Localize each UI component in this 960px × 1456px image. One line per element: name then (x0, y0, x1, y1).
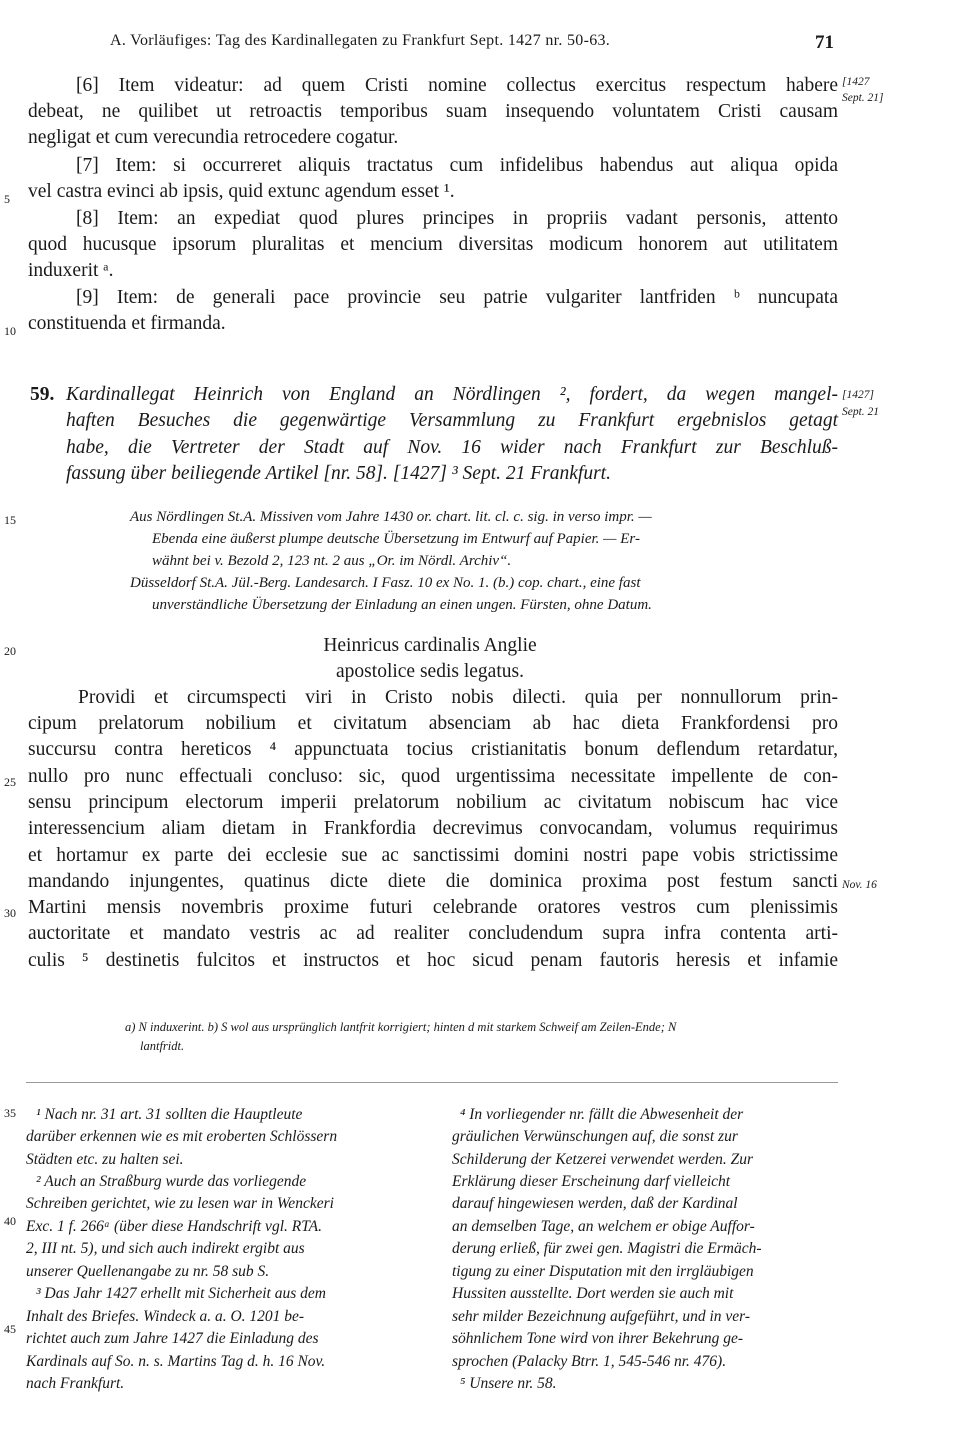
letter-line: auctoritate et mandato vestris ac ad realiter concludendum supra infra contenta arti- (28, 923, 838, 944)
letter-salutation: Providi et circumspecti viri in Cristo nobis dilecti. quia per nonnullorum prin- (78, 687, 838, 708)
line-number: 20 (4, 644, 16, 658)
item-line: [9] Item: de generali pace provincie seu patrie vulgariter lantfriden ᵇ nuncupata (76, 287, 838, 308)
line-number: 40 (4, 1214, 16, 1228)
footnote-line: darüber erkennen wie es mit eroberten Schlössern (26, 1128, 338, 1145)
regest-line: habe, die Vertreter der Stadt auf Nov. 16 wider nach Frankfurt zur Beschluß- (66, 437, 838, 458)
footnote-line: an demselben Tage, an welchem er obige Auffor- (452, 1218, 755, 1235)
line-number: 10 (4, 324, 16, 338)
item-line: [7] Item: si occurreret aliquis tractatus cum infidelibus habendus aut aliqua opida (76, 155, 838, 176)
letter-line: et hortamur ex parte dei ecclesie sue ac sanctissimi domini nostri pape vobis strictissime (28, 845, 838, 866)
letter-line: nullo pro nunc effectuali concluso: sic, quod urgentissima necessitate impellente de con- (28, 766, 838, 787)
footnote-line: ³ Das Jahr 1427 erhellt mit Sicherheit aus dem (36, 1285, 326, 1302)
footnote-line: Kardinals auf So. n. s. Martins Tag d. h. 16 Nov. (26, 1353, 326, 1370)
margin-date-1b: Sept. 21] (842, 92, 884, 104)
document-number: 59. (30, 384, 55, 405)
source-line: Aus Nördlingen St.A. Missiven vom Jahre 1430 or. chart. lit. cl. c. sig. in verso impr. — (130, 509, 652, 525)
running-title: A. Vorläufiges: Tag des Kardinallegaten zu Frankfurt Sept. 1427 nr. 50-63. (110, 32, 611, 49)
item-line: quod hucusque ipsorum pluralitas et mencium diversitas modicum honorem aut utilitatem (28, 234, 838, 255)
source-line: Ebenda eine äußerst plumpe deutsche Übersetzung im Entwurf auf Papier. — Er- (152, 531, 640, 547)
letter-line: culis ⁵ destinetis fulcitos et instructos et hoc sicud penam fautoris heresis et infamie (28, 950, 838, 971)
footnote-line: Erklärung dieser Erscheinung darf vielleicht (452, 1173, 731, 1190)
regest-line: fassung über beiliegende Artikel [nr. 58]. [1427] ³ Sept. 21 Frankfurt. (66, 463, 611, 484)
footnote-line: sehr milder Bezeichnung aufgeführt, und in ver- (452, 1308, 751, 1325)
footnote-line: richtet auch zum Jahre 1427 die Einladung des (26, 1330, 319, 1347)
margin-date-2: [1427] (842, 389, 874, 401)
footnote-line: nach Frankfurt. (26, 1375, 125, 1392)
footnote-line: Schreiben gerichtet, wie zu lesen war in Wenckeri (26, 1195, 334, 1212)
footnote-line: sprochen (Palacky Btrr. 1, 545-546 nr. 476). (452, 1353, 727, 1370)
footnote-line: darauf hingewiesen werden, daß der Kardinal (452, 1195, 738, 1212)
regest-line: haften Besuches die gegenwärtige Versammlung zu Frankfurt ergebnislos getagt (66, 410, 838, 431)
letter-line: mandando injungentes, quatinus dicte diete die dominica proxima post festum sancti (28, 871, 838, 892)
letter-line: Martini mensis novembris proxime futuri celebrande oratores vestros cum plenissimis (28, 897, 838, 918)
letter-line: interessencium aliam dietam in Frankfordia decrevimus convocandam, volumus requirimus (28, 818, 838, 839)
footnote-line: Exc. 1 f. 266ᵃ (über diese Handschrift vgl. RTA. (26, 1218, 323, 1235)
source-line: unverständliche Übersetzung der Einladung an einen ungen. Fürsten, ohne Datum. (152, 597, 652, 613)
footnote-line: derung erließ, für zwei gen. Magistri die Ermäch- (452, 1240, 762, 1257)
footnote-line: Städten etc. zu halten sei. (26, 1151, 184, 1168)
item-line: debeat, ne quilibet ut retroactis temporibus suam insequendo voluntatem Cristi causam (28, 101, 838, 122)
line-number: 15 (4, 513, 16, 527)
item-line: constituenda et firmanda. (28, 313, 226, 334)
letter-sender-title: apostolice sedis legatus. (336, 661, 524, 682)
letter-line: cipum prelatorum nobilium et civitatum absenciam ab hac dieta Frankfordensi pro (28, 713, 838, 734)
letter-line: succursu contra hereticos ⁴ appunctuata tocius cristianitatis bonum deflendum retardatur, (28, 739, 838, 760)
item-line: [6] Item videatur: ad quem Cristi nomine collectus exercitus respectum habere (76, 75, 838, 96)
footnote-line: Hussiten ausstellte. Dort werden sie auch mit (452, 1285, 734, 1302)
footnote-line: ² Auch an Straßburg wurde das vorliegende (36, 1173, 307, 1190)
source-line: Düsseldorf St.A. Jül.-Berg. Landesarch. I Fasz. 10 ex No. 1. (b.) cop. chart., eine fast (130, 575, 641, 591)
page-number: 71 (815, 32, 834, 53)
apparatus-line: a) N induxerint. b) S wol aus ursprünglich lantfrit korrigiert; hinten d mit starkem Schweif am Zeilen-Ende; N (125, 1020, 677, 1034)
item-line: induxerit ᵃ. (28, 260, 114, 281)
line-number: 45 (4, 1322, 16, 1336)
line-number: 5 (4, 192, 10, 206)
line-number: 25 (4, 775, 16, 789)
footnote-line: 2, III nt. 5), und sich auch indirekt ergibt aus (26, 1240, 305, 1257)
footnote-line: ⁵ Unsere nr. 58. (460, 1375, 557, 1392)
footnote-line: Schilderung der Ketzerei verwendet werden. Zur (452, 1151, 754, 1168)
margin-date-1: [1427 (842, 76, 870, 88)
line-number: 30 (4, 906, 16, 920)
margin-date-3: Nov. 16 (842, 879, 877, 891)
footnote-line: tigung zu einer Disputation mit den irrgläubigen (452, 1263, 754, 1280)
letter-sender: Heinricus cardinalis Anglie (323, 635, 537, 656)
footnote-divider (26, 1082, 838, 1083)
footnote-line: unserer Quellenangabe zu nr. 58 sub S. (26, 1263, 270, 1280)
footnote-line: söhnlichem Tone wird von ihrer Bekehrung ge- (452, 1330, 744, 1347)
letter-line: sensu principum electorum imperii prelatorum nobilium ac civitatum nobiscum hac vice (28, 792, 838, 813)
apparatus-line: lantfridt. (140, 1039, 185, 1053)
line-number: 35 (4, 1106, 16, 1120)
footnote-line: ¹ Nach nr. 31 art. 31 sollten die Hauptleute (36, 1106, 303, 1123)
item-line: [8] Item: an expediat quod plures principes in propriis vadant personis, attento (76, 208, 838, 229)
item-line: vel castra evinci ab ipsis, quid extunc agendum esset ¹. (28, 181, 455, 202)
footnote-line: ⁴ In vorliegender nr. fällt die Abwesenheit der (460, 1106, 744, 1123)
item-line: negligat et cum verecundia retrocedere cogatur. (28, 127, 399, 148)
source-line: wähnt bei v. Bezold 2, 123 nt. 2 aus „Or. im Nördl. Archiv“. (152, 553, 512, 569)
regest-line: Kardinallegat Heinrich von England an Nördlingen ², fordert, da wegen mangel- (66, 384, 838, 405)
footnote-line: gräulichen Verwünschungen auf, die sonst zur (452, 1128, 738, 1145)
footnote-line: Inhalt des Briefes. Windeck a. a. O. 1201 be- (26, 1308, 305, 1325)
margin-date-2b: Sept. 21 (842, 406, 880, 418)
